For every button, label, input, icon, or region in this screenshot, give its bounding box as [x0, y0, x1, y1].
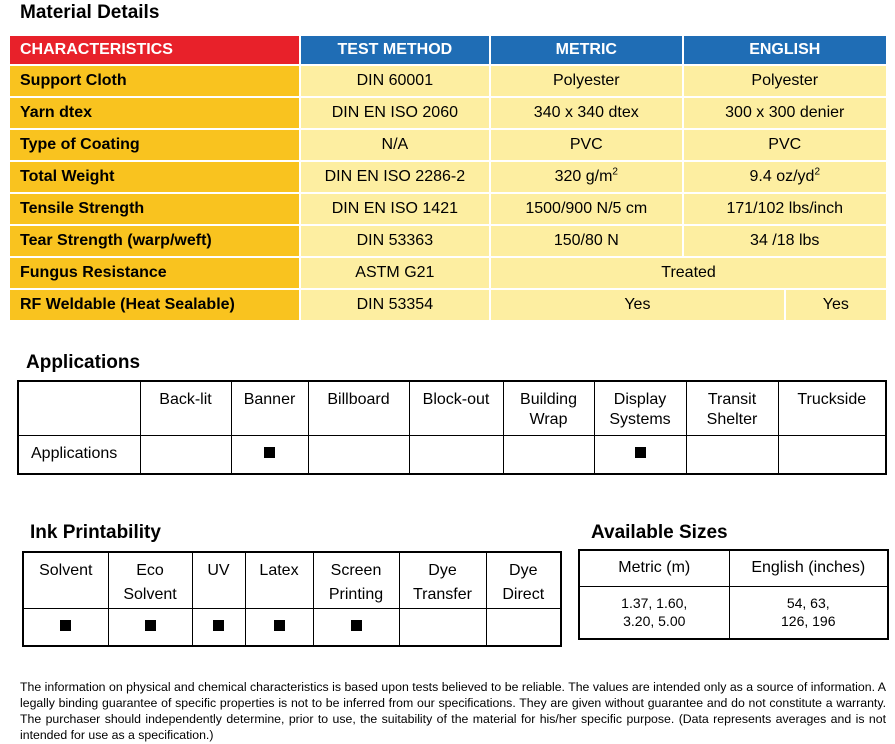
english-cell: 34 /18 lbs — [684, 226, 887, 256]
column-header: Dye Transfer — [399, 552, 486, 608]
checked-square-icon — [635, 447, 646, 458]
sizes-value-row — [579, 586, 888, 639]
metric-cell: Yes — [491, 290, 784, 320]
header-characteristics: CHARACTERISTICS — [10, 36, 299, 64]
metric-cell — [491, 162, 681, 192]
test-method-cell: DIN 53354 — [301, 290, 489, 320]
test-method-cell: DIN EN ISO 2286-2 — [301, 162, 489, 192]
column-header: English (inches) — [729, 550, 888, 586]
row-label: Support Cloth — [10, 66, 299, 96]
metric-cell: PVC — [491, 130, 681, 160]
superscript: 2 — [814, 166, 820, 178]
english-cell: PVC — [684, 130, 887, 160]
test-method-cell: DIN EN ISO 1421 — [301, 194, 489, 224]
applications-header-row — [18, 381, 886, 435]
metric-sizes-line: 3.20, 5.00 — [623, 613, 686, 630]
check-cell — [686, 435, 778, 474]
checked-square-icon — [274, 620, 285, 631]
check-cell — [231, 435, 308, 474]
column-header: Latex — [245, 552, 313, 608]
english-cell: Yes — [786, 290, 886, 320]
superscript: 2 — [612, 166, 618, 178]
header-test-method: TEST METHOD — [301, 36, 489, 64]
column-header: Back-lit — [140, 381, 231, 435]
ink-printability-title: Ink Printability — [30, 522, 161, 543]
table-row — [10, 290, 886, 320]
metric-sizes-line: 1.37, 1.60, — [621, 595, 688, 612]
check-cell — [192, 608, 245, 646]
test-method-cell: N/A — [301, 130, 489, 160]
metric-cell: 340 x 340 dtex — [491, 98, 681, 128]
empty-corner-cell — [18, 381, 140, 435]
table-row — [10, 98, 886, 128]
english-cell: 300 x 300 denier — [684, 98, 887, 128]
column-header: Dye Direct — [486, 552, 561, 608]
metric-sizes-cell — [579, 586, 729, 639]
row-label: Applications — [18, 435, 140, 474]
english-value: 9.4 oz/yd — [749, 168, 815, 185]
column-header: Billboard — [308, 381, 409, 435]
check-cell — [308, 435, 409, 474]
checked-square-icon — [264, 447, 275, 458]
row-label: Type of Coating — [10, 130, 299, 160]
metric-cell: 1500/900 N/5 cm — [491, 194, 681, 224]
table-row — [10, 130, 886, 160]
column-header: UV — [192, 552, 245, 608]
combined-value-cell: Treated — [491, 258, 886, 288]
applications-title: Applications — [26, 352, 141, 373]
metric-cell: 150/80 N — [491, 226, 681, 256]
row-label: RF Weldable (Heat Sealable) — [10, 290, 299, 320]
metric-value: 320 g/m — [554, 168, 613, 185]
available-sizes-title: Available Sizes — [591, 522, 728, 543]
available-sizes-table — [578, 549, 889, 640]
table-row — [10, 194, 886, 224]
column-header: Eco Solvent — [108, 552, 192, 608]
header-metric: METRIC — [491, 36, 681, 64]
check-cell — [313, 608, 399, 646]
metric-cell: Polyester — [491, 66, 681, 96]
check-cell — [108, 608, 192, 646]
english-sizes-line: 126, 196 — [781, 613, 836, 630]
check-cell — [503, 435, 594, 474]
column-header: Display Systems — [594, 381, 686, 435]
table-row — [10, 66, 886, 96]
column-header: Block-out — [409, 381, 503, 435]
row-label: Yarn dtex — [10, 98, 299, 128]
english-cell: 171/102 lbs/inch — [684, 194, 887, 224]
column-header: Building Wrap — [503, 381, 594, 435]
table-row — [10, 258, 886, 288]
table-row — [10, 226, 886, 256]
column-header: Screen Printing — [313, 552, 399, 608]
column-header: Transit Shelter — [686, 381, 778, 435]
column-header: Truckside — [778, 381, 886, 435]
test-method-cell: DIN 53363 — [301, 226, 489, 256]
english-cell — [684, 162, 887, 192]
material-header-row — [10, 36, 886, 64]
check-cell — [399, 608, 486, 646]
check-cell — [409, 435, 503, 474]
check-cell — [140, 435, 231, 474]
english-sizes-cell — [729, 586, 888, 639]
check-cell — [486, 608, 561, 646]
english-sizes-line: 54, 63, — [786, 595, 830, 612]
column-header: Banner — [231, 381, 308, 435]
applications-table — [17, 380, 887, 475]
checked-square-icon — [351, 620, 362, 631]
test-method-cell: DIN 60001 — [301, 66, 489, 96]
english-cell: Polyester — [684, 66, 887, 96]
row-label: Fungus Resistance — [10, 258, 299, 288]
column-header: Solvent — [23, 552, 108, 608]
check-cell — [23, 608, 108, 646]
checked-square-icon — [145, 620, 156, 631]
test-method-cell: DIN EN ISO 2060 — [301, 98, 489, 128]
sizes-header-row — [579, 550, 888, 586]
row-label: Tensile Strength — [10, 194, 299, 224]
applications-value-row — [18, 435, 886, 474]
ink-header-row — [23, 552, 561, 608]
disclaimer-text: The information on physical and chemical characteristics is based upon tests believed to be reliable. The values are intended only as a source of information. A legally binding guarantee of specific properties is not to be inferred from our specifications. They are given without guarantee and do not constitute a warranty. The purchaser should independently determine, prior to use, the suitability of the material for his/her specific purpose. (Data represents averages and is not intended for use as a specification.) — [20, 680, 886, 742]
ink-value-row — [23, 608, 561, 646]
check-cell — [778, 435, 886, 474]
check-cell — [594, 435, 686, 474]
test-method-cell: ASTM G21 — [301, 258, 489, 288]
checked-square-icon — [60, 620, 71, 631]
check-cell — [245, 608, 313, 646]
row-label: Total Weight — [10, 162, 299, 192]
header-english: ENGLISH — [684, 36, 887, 64]
column-header: Metric (m) — [579, 550, 729, 586]
material-details-title: Material Details — [20, 2, 160, 23]
ink-printability-table — [22, 551, 562, 647]
checked-square-icon — [213, 620, 224, 631]
table-row — [10, 162, 886, 192]
row-label: Tear Strength (warp/weft) — [10, 226, 299, 256]
material-details-table — [8, 34, 888, 322]
